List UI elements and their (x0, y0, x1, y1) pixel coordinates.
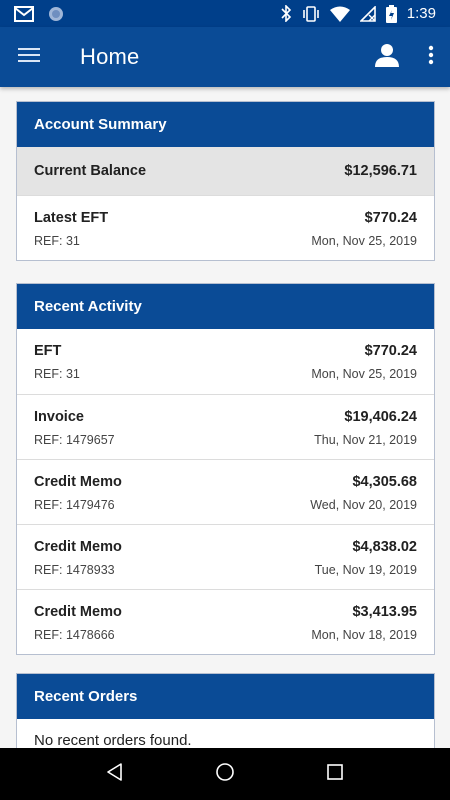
activity-type: Credit Memo (34, 604, 122, 620)
latest-eft-ref: REF: 31 (34, 234, 80, 248)
activity-amount: $19,406.24 (344, 409, 417, 425)
activity-row[interactable] (17, 589, 434, 654)
clock-time: 1:39 (406, 5, 436, 22)
activity-amount: $3,413.95 (352, 604, 417, 620)
activity-type: Credit Memo (34, 539, 122, 555)
activity-ref: REF: 1478933 (34, 563, 115, 577)
latest-eft-amount: $770.24 (364, 210, 417, 226)
system-nav-bar (0, 748, 450, 800)
back-icon[interactable] (106, 763, 124, 786)
page-title: Home (80, 44, 140, 69)
recent-activity-header: Recent Activity (17, 284, 434, 329)
activity-date: Wed, Nov 20, 2019 (310, 498, 417, 512)
home-content[interactable] (0, 87, 450, 748)
activity-type: EFT (34, 343, 62, 359)
home-icon[interactable] (215, 762, 235, 787)
latest-eft-date: Mon, Nov 25, 2019 (311, 234, 417, 248)
activity-type: Credit Memo (34, 474, 122, 490)
profile-icon[interactable] (374, 42, 400, 73)
activity-date: Mon, Nov 18, 2019 (311, 628, 417, 642)
recent-orders-empty-text: No recent orders found. (34, 732, 192, 748)
activity-ref: REF: 1479476 (34, 498, 115, 512)
more-options-icon[interactable] (428, 45, 434, 70)
latest-eft-label: Latest EFT (34, 210, 109, 226)
app-notification-icon (48, 6, 64, 22)
activity-amount: $4,838.02 (352, 539, 417, 555)
activity-ref: REF: 1478666 (34, 628, 115, 642)
signal-off-icon (360, 6, 376, 22)
activity-date: Thu, Nov 21, 2019 (314, 433, 417, 447)
recent-activity-card (16, 283, 435, 655)
gmail-icon (14, 6, 34, 22)
app-bar (0, 27, 450, 87)
status-bar (0, 0, 450, 27)
recents-icon[interactable] (326, 763, 344, 786)
activity-amount: $770.24 (364, 343, 417, 359)
account-summary-card (16, 101, 435, 261)
battery-charging-icon (386, 5, 397, 23)
vibrate-icon (302, 6, 320, 22)
activity-row[interactable] (17, 524, 434, 589)
activity-date: Tue, Nov 19, 2019 (314, 563, 417, 577)
activity-ref: REF: 1479657 (34, 433, 115, 447)
current-balance-row[interactable] (17, 147, 434, 195)
wifi-icon (330, 6, 350, 22)
activity-amount: $4,305.68 (352, 474, 417, 490)
activity-row[interactable] (17, 394, 434, 459)
latest-eft-row[interactable] (17, 195, 434, 260)
current-balance-value: $12,596.71 (344, 163, 417, 179)
account-summary-header: Account Summary (17, 102, 434, 147)
current-balance-label: Current Balance (34, 163, 147, 179)
activity-row[interactable] (17, 459, 434, 524)
activity-date: Mon, Nov 25, 2019 (311, 367, 417, 381)
menu-icon[interactable] (18, 46, 48, 69)
activity-type: Invoice (34, 409, 84, 425)
activity-ref: REF: 31 (34, 367, 80, 381)
recent-orders-header: Recent Orders (17, 674, 434, 719)
bluetooth-icon (280, 5, 292, 22)
recent-orders-card (16, 673, 435, 748)
activity-row[interactable] (17, 329, 434, 394)
